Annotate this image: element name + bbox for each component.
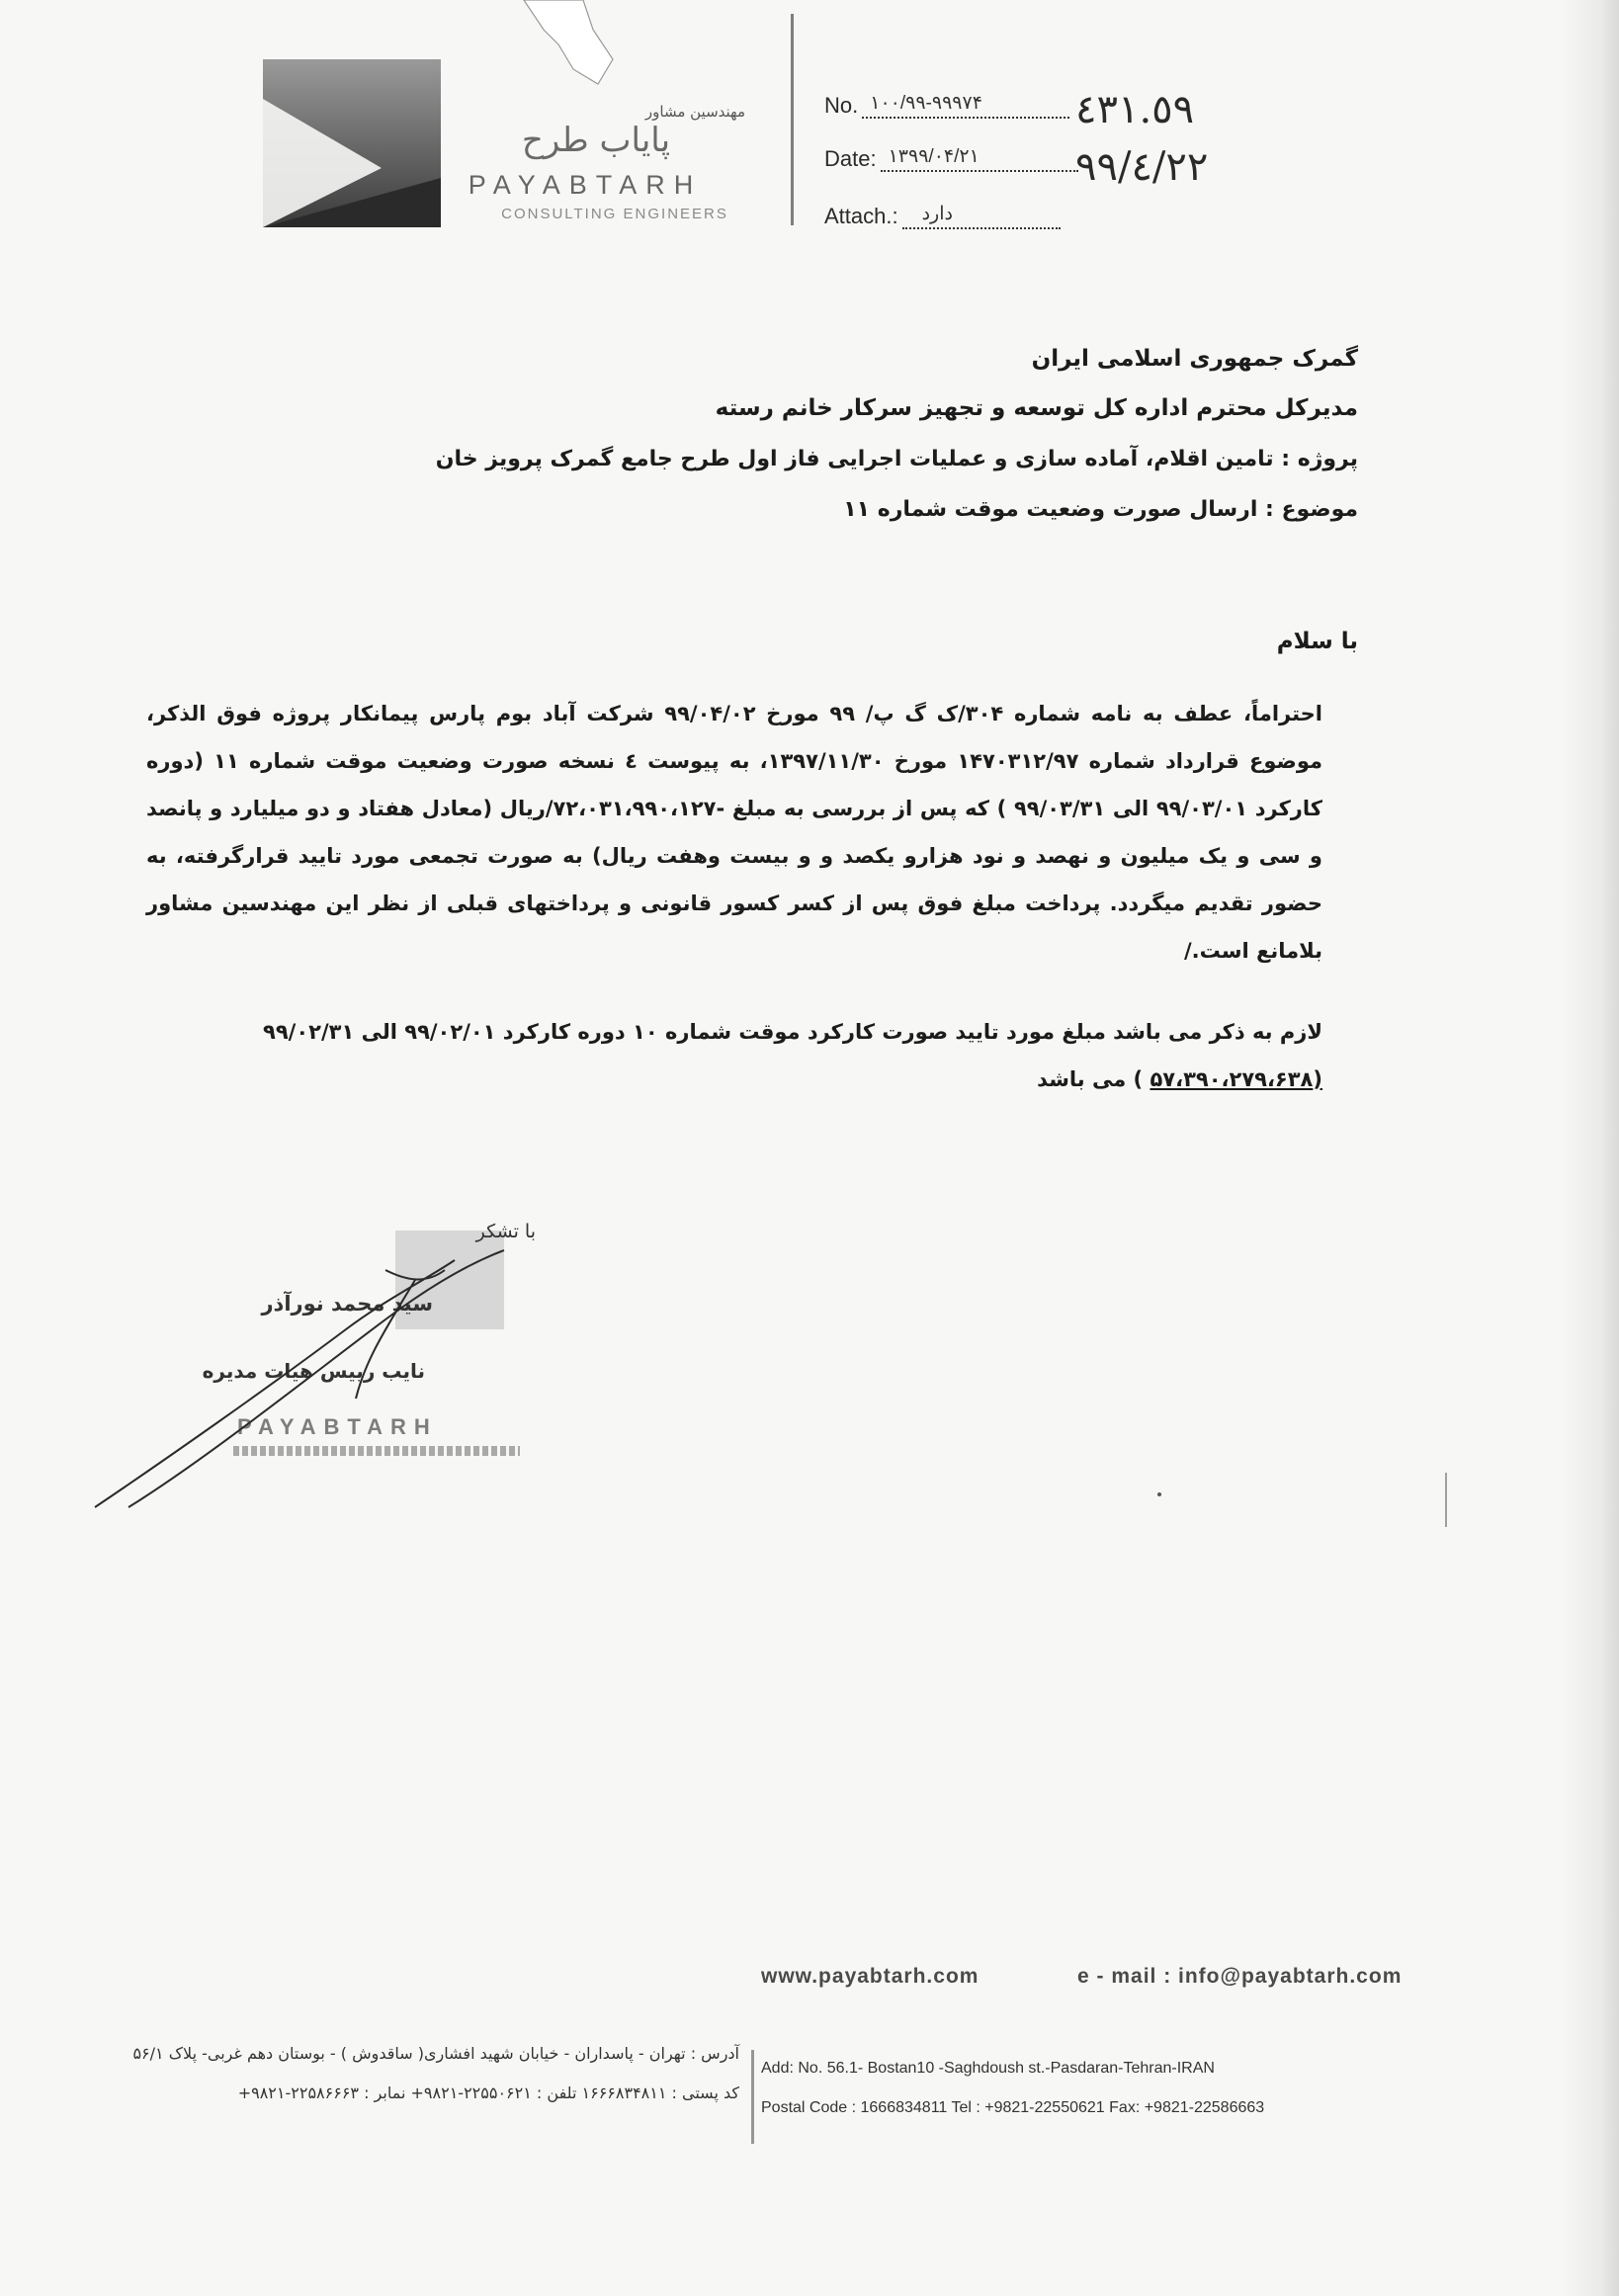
letter-date-label: Date: xyxy=(824,146,877,171)
body-paragraph-1: احتراماً، عطف به نامه شماره ۳۰۴/ک گ پ/ ۹۹ مورخ ۹۹/۰۴/۰۲ شرکت آباد بوم پارس پیمانکار پروژه فوق الذکر، موضوع قرارداد شماره ۱۴۷۰۳۱۲/۹۷ مورخ ۱۳۹۷/۱۱/۳۰، به پیوست ٤ نسخه صورت وضعیت موقت شماره ۱۱ (دوره کارکرد ۹۹/۰۳/۰۱ الی ۹۹/۰۳/۳۱ ) که پس از بررسی به مبلغ -۷۲،۰۳۱،۹۹۰،۱۲۷/ریال (معادل هفتاد و دو میلیارد و پانصد و سی و یک میلیون و نهصد و نود هزارو یکصد و و بیست وهفت ریال) به صورت تجمعی مورد تایید قرارگرفته، به حضور تقدیم میگردد. پرداخت مبلغ فوق پس از کسر کسور قانونی و پرداختهای قبلی از نظر این مهندسین مشاور بلامانع است./ xyxy=(146,702,1322,963)
paragraph-2-end: ) می باشد xyxy=(1037,1067,1144,1091)
signature-title: نایب رییس هیات مدیره xyxy=(202,1359,425,1383)
signature-closing: با تشکر xyxy=(475,1221,536,1242)
paragraph-2-amount: (۵۷،۳۹۰،۲۷۹،۶۳۸ xyxy=(1150,1067,1322,1091)
project-line: پروژه : تامین اقلام، آماده سازی و عملیات اجرایی فاز اول طرح جامع گمرک پرویز خان xyxy=(435,447,1358,471)
recipient-title: مدیرکل محترم اداره کل توسعه و تجهیز سرکار خانم رسته xyxy=(715,395,1358,421)
letter-number-label: No. xyxy=(824,93,859,118)
scan-speck xyxy=(1157,1492,1161,1496)
footer-address-fa: آدرس : تهران - پاسداران - خیابان شهید افشاری( ساقدوش ) - بوستان دهم غربی- پلاک ۵۶/۱ xyxy=(132,2044,739,2063)
greeting: با سلام xyxy=(1276,629,1358,654)
attachment-value: دارد xyxy=(921,204,953,224)
body-paragraph-2 xyxy=(146,1008,1322,1103)
attachment-field xyxy=(824,202,1061,229)
footer-divider xyxy=(751,2050,754,2144)
header-divider xyxy=(791,14,794,225)
letter-number-handwritten: ٤٣١.٥٩ xyxy=(1075,87,1195,132)
company-stamp-text: PAYABTARH xyxy=(237,1414,438,1439)
signature-name: سید محمد نورآذر xyxy=(261,1292,433,1316)
paper-tear-mark xyxy=(504,0,623,89)
logo-subtitle: CONSULTING ENGINEERS xyxy=(501,206,728,222)
logo-latin-name: PAYABTARH xyxy=(468,170,703,200)
letter-number-field xyxy=(824,91,1069,119)
recipient-organization: گمرک جمهوری اسلامی ایران xyxy=(1031,346,1358,372)
footer-address-en: Add: No. 56.1- Bostan10 -Saghdoush st.-Pasdaran-Tehran-IRAN xyxy=(761,2060,1215,2077)
paragraph-2-text: لازم به ذکر می باشد مبلغ مورد تایید صورت کارکرد موقت شماره ۱۰ دوره کارکرد ۹۹/۰۲/۰۱ الی ۹۹/۰۲/۳۱ xyxy=(263,1020,1322,1044)
footer-postal-en: Postal Code : 1666834811 Tel : +9821-22550621 Fax: +9821-22586663 xyxy=(761,2099,1265,2116)
logo-persian-name: پایاب طرح xyxy=(521,121,671,160)
attachment-label: Attach.: xyxy=(824,204,898,228)
footer-postal-fa: کد پستی : ۱۶۶۶۸۳۴۸۱۱ تلفن : ۲۲۵۵۰۶۲۱-۹۸۲۱+ نمابر : ۲۲۵۸۶۶۶۳-۹۸۲۱+ xyxy=(237,2083,739,2102)
logo-persian-caption: مهندسین مشاور xyxy=(644,103,745,121)
payabtarh-logo-icon xyxy=(263,59,441,227)
scan-shadow-edge xyxy=(1560,0,1619,2296)
handwritten-signature-icon xyxy=(89,1211,544,1527)
footer-website: www.payabtarh.com xyxy=(761,1965,980,1988)
letter-date-handwritten: ٩٩/٤/٢٢ xyxy=(1075,144,1209,190)
subject-line: موضوع : ارسال صورت وضعیت موقت شماره ۱۱ xyxy=(843,497,1358,522)
footer-email: e - mail : info@payabtarh.com xyxy=(1077,1965,1403,1988)
letter-date-field xyxy=(824,144,1078,172)
signature-block xyxy=(89,1211,544,1527)
letter-date-value: ۱۳۹۹/۰۴/۲۱ xyxy=(888,146,980,167)
scan-scratch xyxy=(1445,1473,1447,1527)
letter-number-value: ۱۰۰/۹۹-۹۹۹۷۴ xyxy=(870,93,982,114)
